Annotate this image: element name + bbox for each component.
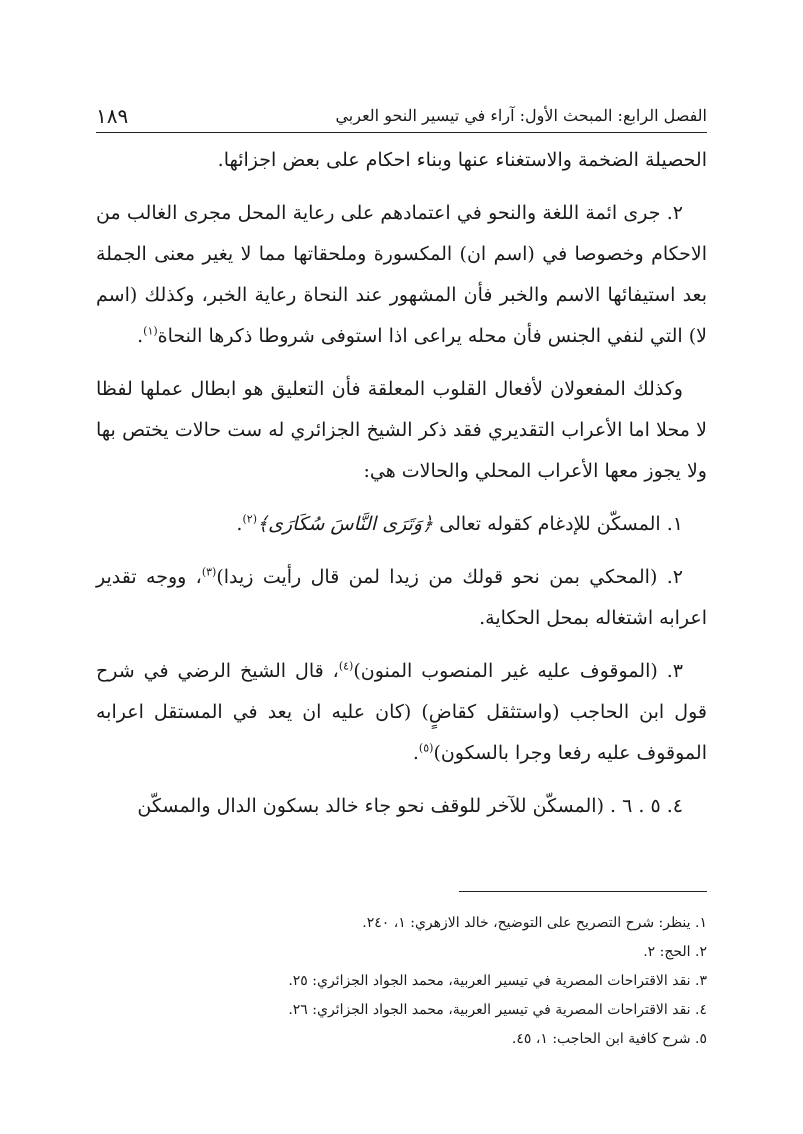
running-header (96, 92, 707, 133)
paragraph-2-text: ٢. جرى ائمة اللغة والنحو في اعتمادهم على رعاية المحل مجرى الغالب من الاحكام وخصوصا في (اسم ان) المكسورة وملحقاتها مما لا يغير معنى الجملة بعد استيفائها الاسم والخبر فأن المشهور عند النحاة رعاية الخبر، وكذلك (اسم لا) التي لنفي الجنس فأن محله يراعى اذا استوفى شروطا ذكرها النحاة (96, 202, 707, 347)
paragraph-5-end: ، ووجه تقدير اعرابه اشتغاله بمحل الحكاية. (96, 566, 707, 629)
footnotes (96, 909, 707, 1054)
page-number: ١٨٩ (96, 104, 129, 128)
paragraph-5-start: ٢. (المحكي بمن نحو قولك من زيدا لمن قال رأيت زيدا) (216, 566, 683, 588)
paragraph-1 (96, 140, 707, 181)
paragraph-4-end: . (236, 513, 243, 535)
paragraph-4 (96, 504, 707, 545)
quran-verse: ﴿وَتَرَى النَّاسَ سُكَارَى﴾ (256, 513, 434, 535)
footnote-ref-5[interactable]: (٥) (418, 741, 434, 755)
paragraph-6-mid: ، قال الشيخ الرضي في شرح قول ابن الحاجب (واستثقل كقاضٍ) (كان عليه ان يعد في المستقل اعرابه الموقوف عليه رفعا وجرا بالسكون) (96, 660, 707, 764)
paragraph-4-start: ١. المسكّن للإدغام كقوله تعالى (433, 513, 683, 535)
paragraph-3 (96, 369, 707, 492)
paragraph-5 (96, 557, 707, 639)
paragraph-7-text: ٤. ٥ . ٦ . (المسكّن للآخر للوقف نحو جاء خالد بسكون الدال والمسكّن (137, 795, 683, 817)
paragraph-6 (96, 651, 707, 774)
paragraph-6-start: ٣. (الموقوف عليه غير المنصوب المنون) (353, 660, 683, 682)
paragraph-1-text: الحصيلة الضخمة والاستغناء عنها وبناء احكام على بعض اجزائها. (217, 149, 707, 171)
body-text (96, 140, 707, 839)
footnote-ref-4[interactable]: (٤) (338, 659, 354, 673)
footnote-3: ٣. نقد الاقتراحات المصرية في تيسير العربية، محمد الجواد الجزائري: ٢٥. (288, 973, 707, 989)
footnote-1: ١. ينظر: شرح التصريح على التوضيح، خالد الازهري: ١، ٢٤٠. (362, 915, 707, 931)
footnote-5: ٥. شرح كافية ابن الحاجب: ١، ٤٥. (511, 1031, 707, 1047)
footnote-divider (459, 891, 707, 892)
paragraph-2-end: . (137, 325, 144, 347)
footnote-ref-2[interactable]: (٢) (242, 512, 257, 526)
paragraph-3-text: وكذلك المفعولان لأفعال القلوب المعلقة فأن التعليق هو ابطال عملها لفظا لا محلا اما الأعراب التقديري فقد ذكر الشيخ الجزائري له ست حالات يختص بها ولا يجوز معها الأعراب المحلي والحالات هي: (96, 378, 707, 482)
paragraph-2 (96, 193, 707, 357)
footnote-2: ٢. الحج: ٢. (643, 944, 707, 960)
paragraph-7 (96, 786, 707, 827)
footnote-4: ٤. نقد الاقتراحات المصرية في تيسير العربية، محمد الجواد الجزائري: ٢٦. (288, 1002, 707, 1018)
footnote-ref-3[interactable]: (٣) (201, 565, 217, 579)
header-title: الفصل الرابع: المبحث الأول: آراء في تيسير النحو العربي (335, 106, 707, 125)
footnote-ref-1[interactable]: (١) (143, 324, 158, 338)
paragraph-6-end: . (412, 742, 419, 764)
